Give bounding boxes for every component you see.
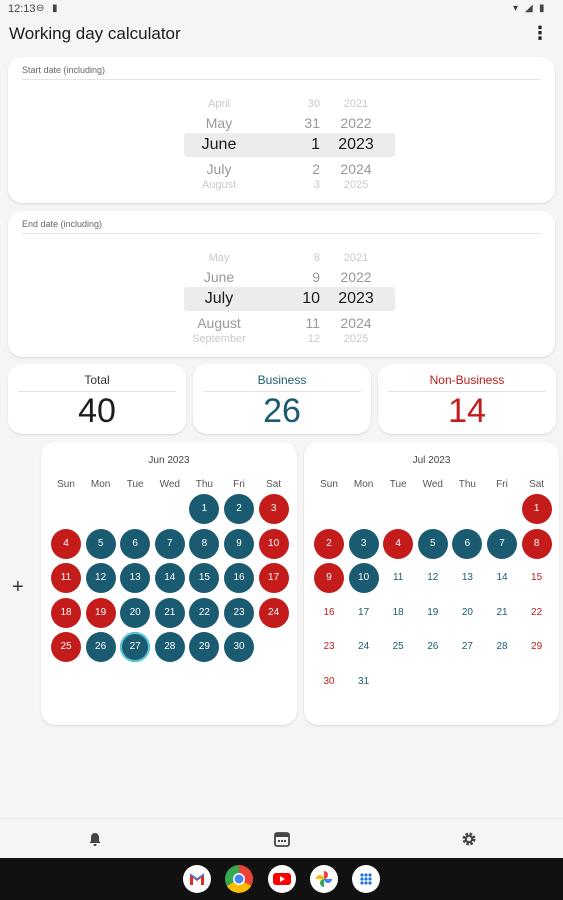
calendar-day[interactable]: 7 (487, 529, 517, 559)
weekday-header: Thu (458, 479, 476, 490)
end-day-option[interactable]: 9 (312, 269, 320, 285)
start-day-option[interactable]: 3 (313, 179, 320, 191)
start-month-option[interactable]: June (201, 136, 237, 153)
calendar-day[interactable]: 6 (120, 529, 150, 559)
calendar-day[interactable]: 30 (224, 632, 254, 662)
end-year-option[interactable]: 2024 (340, 315, 372, 331)
total-label: Total (84, 373, 110, 387)
end-day-option[interactable]: 8 (313, 252, 320, 264)
calendar-july (304, 442, 559, 725)
total-card (8, 364, 186, 434)
weekday-header: Sun (320, 479, 338, 490)
end-year-option[interactable]: 2023 (338, 290, 374, 307)
calendar-day[interactable]: 28 (155, 632, 185, 662)
calendar-title: Jul 2023 (412, 455, 451, 466)
end-year-option[interactable]: 2022 (340, 269, 372, 285)
calendar-day[interactable]: 25 (392, 641, 404, 652)
weekday-header: Mon (90, 479, 111, 490)
calendar-day[interactable]: 17 (358, 606, 370, 618)
calendar-day[interactable]: 13 (461, 572, 473, 583)
weekday-header: Tue (389, 479, 407, 490)
end-month-option[interactable]: July (204, 290, 234, 307)
weekday-header: Tue (126, 479, 144, 490)
calendar-day[interactable]: 20 (461, 606, 473, 618)
notification-icon: ⊖ (36, 3, 45, 14)
calendar-day[interactable]: 14 (155, 563, 185, 593)
calendar-day[interactable]: 30 (323, 675, 335, 687)
start-date-picker[interactable] (8, 95, 555, 195)
end-date-picker[interactable] (8, 249, 555, 349)
start-month-option[interactable]: August (201, 179, 237, 191)
non-business-card (378, 364, 556, 434)
end-year-option[interactable]: 2025 (343, 333, 369, 345)
non-business-value: 14 (448, 392, 486, 430)
calendar-day[interactable]: 20 (120, 598, 150, 628)
calendar-day[interactable]: 3 (259, 494, 289, 524)
bell-icon[interactable] (85, 830, 105, 848)
sd-card-icon: ▮ (52, 3, 58, 14)
calendar-june (41, 442, 297, 725)
start-year-option[interactable]: 2021 (343, 98, 369, 110)
calendar-day[interactable]: 26 (86, 632, 116, 662)
non-business-label: Non-Business (429, 373, 505, 387)
total-value: 40 (78, 392, 116, 430)
calendar-icon[interactable] (272, 830, 292, 848)
calendar-day[interactable]: 15 (189, 563, 219, 593)
calendar-day[interactable]: 24 (358, 641, 370, 652)
end-year-option[interactable]: 2021 (343, 252, 369, 264)
business-label: Business (257, 373, 307, 387)
start-day-option[interactable]: 1 (311, 136, 320, 153)
start-month-option[interactable]: May (205, 115, 233, 131)
end-month-option[interactable]: May (208, 252, 230, 264)
calendar-day[interactable]: 28 (496, 641, 508, 652)
end-day-option[interactable]: 10 (302, 290, 320, 307)
start-year-option[interactable]: 2025 (343, 179, 369, 191)
start-day-option[interactable]: 2 (312, 161, 320, 177)
weekday-header: Fri (233, 479, 245, 490)
calendar-day[interactable]: 23 (323, 641, 335, 652)
calendar-day[interactable]: 10 (259, 529, 289, 559)
weekday-header: Wed (422, 479, 443, 490)
calendar-day[interactable]: 1 (522, 494, 552, 524)
calendar-day[interactable]: 6 (452, 529, 482, 559)
calendar-day[interactable]: 2 (224, 494, 254, 524)
calendar-day[interactable]: 22 (189, 598, 219, 628)
calendar-day[interactable]: 19 (86, 598, 116, 628)
calendar-day[interactable]: 15 (531, 572, 543, 583)
calendar-day[interactable]: 4 (383, 529, 413, 559)
calendar-day[interactable]: 8 (522, 529, 552, 559)
app-drawer-icon[interactable] (352, 865, 380, 893)
signal-icon: ◢ (525, 3, 533, 14)
weekday-header: Sat (529, 479, 545, 490)
calendar-day[interactable]: 25 (51, 632, 81, 662)
wifi-icon: ▾ (513, 3, 519, 14)
gmail-icon[interactable] (183, 865, 211, 893)
status-time: 12:13 (8, 3, 36, 15)
calendar-day[interactable]: 2 (314, 529, 344, 559)
system-taskbar (0, 858, 563, 900)
start-day-option[interactable]: 30 (307, 98, 320, 110)
calendar-day[interactable]: 29 (531, 641, 543, 652)
start-day-option[interactable]: 31 (304, 115, 320, 131)
calendar-day[interactable]: 3 (349, 529, 379, 559)
start-date-card (8, 57, 555, 203)
weekday-header: Mon (353, 479, 374, 490)
battery-icon: ▮ (539, 3, 545, 14)
calendar-day[interactable]: 21 (496, 606, 508, 618)
add-button[interactable]: + (12, 576, 24, 598)
calendar-day[interactable]: 29 (189, 632, 219, 662)
business-value: 26 (263, 392, 301, 430)
end-day-option[interactable]: 11 (305, 315, 320, 331)
calendar-day[interactable]: 31 (358, 675, 370, 687)
calendar-day[interactable]: 9 (224, 529, 254, 559)
calendar-day[interactable]: 4 (51, 529, 81, 559)
calendar-day[interactable]: 17 (259, 563, 289, 593)
calendar-day[interactable]: 21 (155, 598, 185, 628)
status-bar (0, 0, 563, 18)
calendar-day[interactable]: 18 (51, 598, 81, 628)
calendar-day[interactable]: 7 (155, 529, 185, 559)
youtube-icon[interactable] (268, 865, 296, 893)
end-month-option[interactable]: September (192, 333, 246, 345)
calendar-day[interactable]: 26 (427, 641, 439, 652)
end-month-option[interactable]: August (197, 315, 241, 331)
calendar-day[interactable]: 23 (224, 598, 254, 628)
gear-icon[interactable] (459, 830, 479, 848)
calendar-day[interactable]: 5 (86, 529, 116, 559)
calendar-day[interactable]: 11 (392, 572, 404, 583)
calendar-day[interactable]: 5 (418, 529, 448, 559)
start-year-option[interactable]: 2022 (340, 115, 372, 131)
calendar-day[interactable]: 10 (349, 563, 379, 593)
calendar-day[interactable]: 16 (224, 563, 254, 593)
calendar-day[interactable]: 19 (427, 606, 439, 618)
start-date-label: Start date (including) (22, 65, 106, 75)
app-title: Working day calculator (9, 24, 181, 43)
calendar-day[interactable]: 9 (314, 563, 344, 593)
calendar-day[interactable]: 24 (259, 598, 289, 628)
calendar-day[interactable]: 13 (120, 563, 150, 593)
start-month-option[interactable]: July (206, 161, 232, 177)
overflow-menu-icon[interactable]: ⋮ (531, 23, 549, 43)
weekday-header: Fri (496, 479, 508, 490)
calendar-day[interactable]: 27 (461, 641, 473, 652)
end-day-option[interactable]: 12 (307, 333, 320, 345)
start-month-option[interactable]: April (207, 98, 230, 110)
calendar-day[interactable]: 14 (496, 572, 508, 583)
photos-icon[interactable] (310, 865, 338, 893)
calendar-day[interactable]: 27 (120, 632, 150, 662)
calendar-day[interactable]: 11 (51, 563, 81, 593)
calendar-title: Jun 2023 (148, 455, 190, 466)
calendar-day[interactable]: 8 (189, 529, 219, 559)
end-date-card (8, 211, 555, 357)
end-month-option[interactable]: June (203, 269, 235, 285)
calendar-day[interactable]: 12 (427, 572, 439, 583)
calendar-day[interactable]: 16 (323, 606, 335, 618)
app-bar (0, 18, 563, 50)
calendar-day[interactable]: 18 (392, 606, 404, 618)
weekday-header: Sun (57, 479, 75, 490)
bottom-navigation (0, 818, 563, 858)
calendar-day[interactable]: 1 (189, 494, 219, 524)
chrome-icon[interactable] (225, 865, 253, 893)
calendar-day[interactable]: 22 (531, 606, 543, 618)
calendar-day[interactable]: 12 (86, 563, 116, 593)
start-year-option[interactable]: 2023 (338, 136, 374, 153)
end-date-label: End date (including) (22, 219, 103, 229)
start-year-option[interactable]: 2024 (340, 161, 372, 177)
weekday-header: Wed (159, 479, 180, 490)
weekday-header: Sat (266, 479, 282, 490)
weekday-header: Thu (195, 479, 213, 490)
business-card (193, 364, 371, 434)
